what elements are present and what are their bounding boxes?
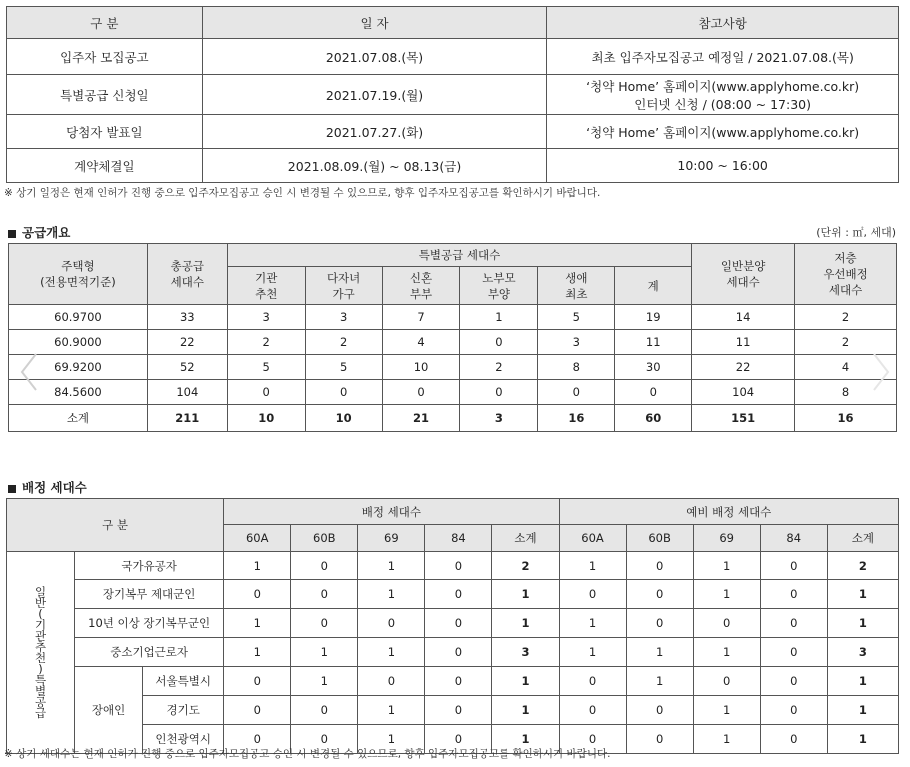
supply-header-special: 특별공급 세대수: [227, 244, 691, 267]
supply-value-cell: 2: [227, 330, 305, 355]
assign-value-cell: 0: [224, 667, 291, 696]
schedule-note: [547, 75, 899, 115]
assign-subtotal-cell: 3: [492, 638, 559, 667]
assign-subtotal-cell: 1: [492, 725, 559, 754]
supply-value-cell: 22: [692, 355, 795, 380]
assign-subtotal-cell: 1: [827, 725, 898, 754]
schedule-header-category: 구 분: [7, 7, 203, 39]
supply-total-cell: 16: [538, 405, 615, 432]
supply-total-cell: 21: [382, 405, 460, 432]
supply-value-cell: 8: [538, 355, 615, 380]
assign-disabled-label: 장애인: [75, 667, 143, 754]
supply-subheader: 노부모 부양: [460, 267, 538, 305]
assign-subtotal-cell: 3: [827, 638, 898, 667]
assign-col-header: 69: [693, 525, 760, 552]
supply-header-low-floor: 저층 우선배정 세대수: [795, 244, 897, 305]
assign-col-header: 84: [760, 525, 827, 552]
assign-row: [7, 609, 899, 638]
assign-col-header: 60B: [626, 525, 693, 552]
assign-region-label: 서울특별시: [143, 667, 224, 696]
assign-section-title: 배정 세대수: [8, 478, 87, 496]
supply-type-cell: 60.9700: [9, 305, 148, 330]
schedule-date: 2021.07.19.(월): [202, 75, 547, 115]
supply-type-cell: 84.5600: [9, 380, 148, 405]
assign-value-cell: 1: [224, 609, 291, 638]
supply-total-row: [9, 405, 897, 432]
assign-value-cell: 0: [425, 552, 492, 580]
assign-value-cell: 0: [224, 580, 291, 609]
schedule-label: 당첨자 발표일: [7, 115, 203, 149]
supply-total-cell: 16: [795, 405, 897, 432]
supply-value-cell: 2: [305, 330, 382, 355]
assign-value-cell: 0: [760, 696, 827, 725]
supply-value-cell: 2: [460, 355, 538, 380]
supply-value-cell: 52: [147, 355, 227, 380]
supply-value-cell: 4: [795, 355, 897, 380]
assign-row-label: 10년 이상 장기복무군인: [75, 609, 224, 638]
assign-value-cell: 0: [626, 552, 693, 580]
supply-value-cell: 4: [382, 330, 460, 355]
assign-value-cell: 1: [626, 638, 693, 667]
assign-value-cell: 1: [358, 725, 425, 754]
supply-subheader: 기관 추천: [227, 267, 305, 305]
supply-value-cell: 0: [227, 380, 305, 405]
assign-table: [6, 498, 899, 754]
supply-header-total: 총공급 세대수: [147, 244, 227, 305]
supply-value-cell: 5: [227, 355, 305, 380]
assign-value-cell: 0: [425, 638, 492, 667]
assign-header-main: 배정 세대수: [224, 499, 559, 525]
assign-value-cell: 0: [760, 609, 827, 638]
carousel-next-button[interactable]: [870, 350, 892, 394]
assign-subtotal-cell: 1: [492, 580, 559, 609]
assign-value-cell: 1: [358, 580, 425, 609]
assign-value-cell: 0: [760, 667, 827, 696]
assign-value-cell: 0: [693, 609, 760, 638]
supply-value-cell: 0: [305, 380, 382, 405]
assign-value-cell: 1: [224, 638, 291, 667]
supply-subheader: 생애 최초: [538, 267, 615, 305]
supply-total-cell: 10: [305, 405, 382, 432]
assign-value-cell: 1: [693, 696, 760, 725]
supply-value-cell: 0: [460, 330, 538, 355]
assign-value-cell: 1: [693, 552, 760, 580]
assign-value-cell: 0: [425, 667, 492, 696]
assign-col-header: 84: [425, 525, 492, 552]
assign-value-cell: 0: [224, 725, 291, 754]
supply-row: [9, 380, 897, 405]
supply-total-cell: 10: [227, 405, 305, 432]
chevron-right-icon: [870, 350, 892, 394]
assign-value-cell: 0: [760, 638, 827, 667]
assign-subtotal-cell: 2: [492, 552, 559, 580]
supply-value-cell: 0: [460, 380, 538, 405]
schedule-note: ‘청약 Home’ 홈페이지(www.applyhome.co.kr): [547, 115, 899, 149]
supply-value-cell: 0: [382, 380, 460, 405]
schedule-label: 계약체결일: [7, 149, 203, 183]
supply-value-cell: 14: [692, 305, 795, 330]
assign-col-header: 60A: [224, 525, 291, 552]
assign-value-cell: 0: [760, 552, 827, 580]
assign-subtotal-cell: 1: [827, 609, 898, 638]
chevron-left-icon: [18, 350, 40, 394]
schedule-row: [7, 75, 899, 115]
supply-value-cell: 11: [692, 330, 795, 355]
supply-value-cell: 104: [692, 380, 795, 405]
assign-subtotal-cell: 1: [492, 609, 559, 638]
square-bullet-icon: [8, 230, 16, 238]
supply-value-cell: 30: [615, 355, 692, 380]
assign-value-cell: 0: [626, 725, 693, 754]
assign-value-cell: 0: [425, 609, 492, 638]
supply-row: [9, 330, 897, 355]
assign-value-cell: 0: [291, 609, 358, 638]
assign-value-cell: 1: [559, 638, 626, 667]
assign-value-cell: 0: [291, 696, 358, 725]
assign-header-category: 구 분: [7, 499, 224, 552]
schedule-note-line2: 인터넷 신청 / (08:00 ~ 17:30): [634, 96, 812, 112]
schedule-date: 2021.07.27.(화): [202, 115, 547, 149]
assign-value-cell: 1: [559, 552, 626, 580]
supply-value-cell: 3: [305, 305, 382, 330]
supply-value-cell: 33: [147, 305, 227, 330]
assign-col-header: 60B: [291, 525, 358, 552]
supply-unit: (단위 : ㎡, 세대): [816, 226, 896, 239]
supply-header-type: 주택형 (전용면적기준): [9, 244, 148, 305]
assign-col-header: 69: [358, 525, 425, 552]
supply-row: [9, 355, 897, 380]
schedule-label: 입주자 모집공고: [7, 39, 203, 75]
assign-subtotal-cell: 1: [827, 696, 898, 725]
assign-value-cell: 0: [693, 667, 760, 696]
assign-value-cell: 0: [559, 696, 626, 725]
assign-value-cell: 0: [425, 725, 492, 754]
supply-value-cell: 19: [615, 305, 692, 330]
supply-value-cell: 1: [460, 305, 538, 330]
assign-subtotal-cell: 1: [492, 696, 559, 725]
supply-value-cell: 7: [382, 305, 460, 330]
supply-total-cell: 60: [615, 405, 692, 432]
assign-row-label: 장기복무 제대군인: [75, 580, 224, 609]
assign-subtotal-cell: 1: [827, 580, 898, 609]
assign-region-label: 경기도: [143, 696, 224, 725]
supply-value-cell: 104: [147, 380, 227, 405]
supply-value-cell: 8: [795, 380, 897, 405]
schedule-table: [6, 6, 899, 183]
supply-subheader: 신혼 부부: [382, 267, 460, 305]
assign-value-cell: 0: [760, 725, 827, 754]
supply-total-label: 소계: [9, 405, 148, 432]
assign-row-label: 국가유공자: [75, 552, 224, 580]
supply-value-cell: 3: [538, 330, 615, 355]
assign-subtotal-cell: 1: [492, 667, 559, 696]
schedule-label: 특별공급 신청일: [7, 75, 203, 115]
assign-col-header: 소계: [492, 525, 559, 552]
assign-footnote: ※ 상기 세대수는 현재 인허가 진행 중으로 입주자모집공고 승인 시 변경될 수 있으므로, 향후 입주자모집공고를 확인하시기 바랍니다.: [4, 748, 611, 760]
assign-value-cell: 0: [559, 725, 626, 754]
assign-subtotal-cell: 2: [827, 552, 898, 580]
assign-region-label: 인천광역시: [143, 725, 224, 754]
supply-value-cell: 2: [795, 330, 897, 355]
assign-value-cell: 0: [291, 552, 358, 580]
supply-total-cell: 151: [692, 405, 795, 432]
supply-value-cell: 5: [538, 305, 615, 330]
assign-value-cell: 0: [760, 580, 827, 609]
assign-value-cell: 1: [291, 638, 358, 667]
schedule-note-line1: ‘청약 Home’ 홈페이지(www.applyhome.co.kr): [586, 78, 860, 94]
schedule-row: [7, 115, 899, 149]
supply-table: [8, 243, 897, 432]
assign-value-cell: 1: [626, 667, 693, 696]
supply-value-cell: 3: [227, 305, 305, 330]
assign-value-cell: 1: [224, 552, 291, 580]
assign-value-cell: 0: [358, 667, 425, 696]
assign-row: [7, 667, 899, 696]
assign-value-cell: 1: [358, 638, 425, 667]
schedule-date: 2021.07.08.(목): [202, 39, 547, 75]
schedule-header-date: 일 자: [202, 7, 547, 39]
supply-value-cell: 0: [615, 380, 692, 405]
supply-header-general: 일반분양 세대수: [692, 244, 795, 305]
supply-total-cell: 3: [460, 405, 538, 432]
assign-col-header: 60A: [559, 525, 626, 552]
assign-col-header: 소계: [827, 525, 898, 552]
assign-value-cell: 0: [224, 696, 291, 725]
assign-value-cell: 1: [291, 667, 358, 696]
supply-value-cell: 11: [615, 330, 692, 355]
supply-total-cell: 211: [147, 405, 227, 432]
square-bullet-icon: [8, 485, 16, 493]
supply-value-cell: 2: [795, 305, 897, 330]
assign-value-cell: 0: [626, 609, 693, 638]
assign-subtotal-cell: 1: [827, 667, 898, 696]
supply-subheader: 계: [615, 267, 692, 305]
supply-value-cell: 10: [382, 355, 460, 380]
assign-value-cell: 0: [626, 580, 693, 609]
assign-value-cell: 0: [559, 580, 626, 609]
assign-group-label: 일 반 ( 기 관 추 천 ) 특 별 공 급: [7, 552, 75, 754]
assign-header-reserve: 예비 배정 세대수: [559, 499, 898, 525]
assign-value-cell: 1: [358, 552, 425, 580]
supply-type-cell: 60.9000: [9, 330, 148, 355]
assign-value-cell: 1: [693, 725, 760, 754]
assign-value-cell: 1: [693, 638, 760, 667]
assign-value-cell: 0: [425, 580, 492, 609]
assign-value-cell: 1: [358, 696, 425, 725]
schedule-row: [7, 39, 899, 75]
assign-row-label: 중소기업근로자: [75, 638, 224, 667]
supply-value-cell: 0: [538, 380, 615, 405]
assign-value-cell: 0: [358, 609, 425, 638]
assign-value-cell: 0: [291, 725, 358, 754]
schedule-header-note: 참고사항: [547, 7, 899, 39]
assign-value-cell: 0: [291, 580, 358, 609]
supply-value-cell: 5: [305, 355, 382, 380]
supply-section-title: 공급개요: [8, 223, 70, 241]
schedule-note: 10:00 ~ 16:00: [547, 149, 899, 183]
assign-value-cell: 0: [626, 696, 693, 725]
assign-value-cell: 0: [425, 696, 492, 725]
assign-row: [7, 552, 899, 580]
assign-row: [7, 638, 899, 667]
schedule-footnote: ※ 상기 일정은 현재 인허가 진행 중으로 입주자모집공고 승인 시 변경될 수 있으므로, 향후 입주자모집공고를 확인하시기 바랍니다.: [4, 187, 601, 199]
carousel-prev-button[interactable]: [18, 350, 40, 394]
schedule-note: 최초 입주자모집공고 예정일 / 2021.07.08.(목): [547, 39, 899, 75]
assign-value-cell: 1: [559, 609, 626, 638]
assign-row: [7, 580, 899, 609]
supply-subheader: 다자녀 가구: [305, 267, 382, 305]
supply-value-cell: 22: [147, 330, 227, 355]
assign-value-cell: 0: [559, 667, 626, 696]
assign-value-cell: 1: [693, 580, 760, 609]
supply-type-cell: 69.9200: [9, 355, 148, 380]
schedule-row: [7, 149, 899, 183]
schedule-date: 2021.08.09.(월) ~ 08.13(금): [202, 149, 547, 183]
supply-row: [9, 305, 897, 330]
